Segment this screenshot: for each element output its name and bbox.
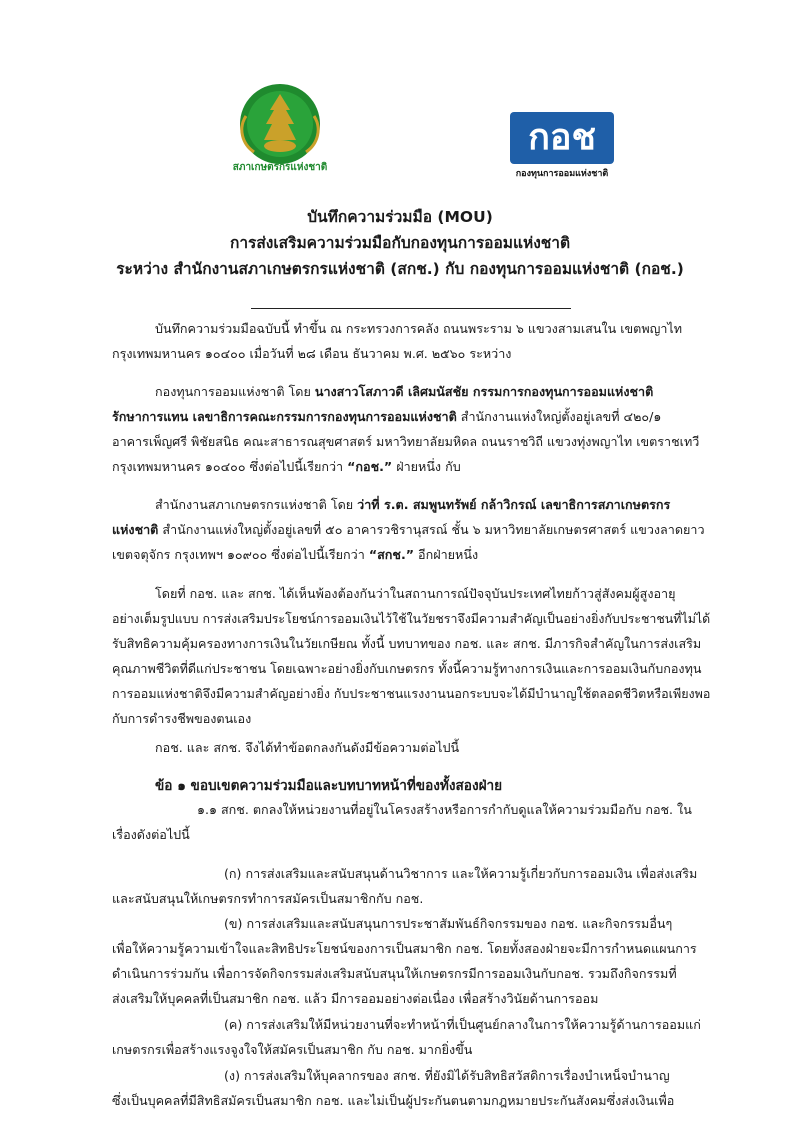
party1-line-1 [155,380,653,405]
whereas-line-1: โดยที่ กอช. และ สกช. ได้เห็นพ้องต้องกันว่าในสถานการณ์ปัจจุบันประเทศไทยก้าวสู่สังคมผู้สูงอายุ [155,586,676,601]
party2-representative: ว่าที่ ร.ต. สมพูนทรัพย์ กล้าวิกรณ์ เลขาธิการสภาเกษตรกร [357,497,671,512]
clause-1-1-c-line-2: เกษตรกรเพื่อสร้างแรงจูงใจให้สมัครเป็นสมาชิก กับ กอช. มากยิ่งขึ้น [112,1042,473,1057]
party1-line-4a: กรุงเทพมหานคร ๑๐๔๐๐ ซึ่งต่อไปนี้เรียกว่า [112,459,348,474]
intro-line-1: บันทึกความร่วมมือฉบับนี้ ทำขึ้น ณ กระทรวงการคลัง ถนนพระราม ๖ แขวงสามเสนใน เขตพญาไท [155,321,683,336]
document-title-line-1: บันทึกความร่วมมือ (MOU) [307,208,493,226]
party2-line-2 [112,518,705,543]
clause-1-1-b-line-4: ส่งเสริมให้บุคคลที่เป็นสมาชิก กอช. แล้ว มีการออมอย่างต่อเนื่อง เพื่อสร้างวินัยด้านการออม [112,991,599,1006]
nsf-logo [506,112,618,182]
clause-1-1-b-line-2: เพื่อให้ความรู้ความเข้าใจและสิทธิประโยชน์ของการเป็นสมาชิก กอช. โดยทั้งสองฝ่ายจะมีการกำหนดแผนการ [112,941,697,956]
document-title-line-3: ระหว่าง สำนักงานสภาเกษตรกรแห่งชาติ (สกช.) กับ กองทุนการออมแห่งชาติ (กอช.) [116,260,684,278]
clause-1-1-d-line-2: ซึ่งเป็นบุคคลที่มีสิทธิสมัครเป็นสมาชิก กอช. และไม่เป็นผู้ประกันตนตามกฎหมายประกันสังคมซึ่งส่งเงินเพื่อ [112,1093,675,1108]
clause-1-1-line-2: เรื่องดังต่อไปนี้ [112,827,190,842]
whereas-line-3: รับสิทธิความคุ้มครองทางการเงินในวัยเกษียณ ทั้งนี้ บทบาทของ กอช. และ สกช. มีภารกิจสำคัญในการส่งเสริม [112,636,702,651]
clause-1-1-d-line-1: (ง) การส่งเสริมให้บุคลากรของ สกช. ที่ยังมิได้รับสิทธิสวัสดิการเรื่องบำเหน็จบำนาญ [224,1068,670,1083]
party1-role: รักษาการแทน เลขาธิการคณะกรรมการกองทุนการออมแห่งชาติ [112,409,457,424]
party1-line-4c: ฝ่ายหนึ่ง กับ [392,459,461,474]
clause-1-1-b-line-3: ดำเนินการร่วมกัน เพื่อการจัดกิจกรรมส่งเสริมสนับสนุนให้เกษตรกรมีการออมเงินกับกอช. รวมถึงกิจกรรมที่ [112,966,677,981]
party2-abbrev: “สกช.” [368,547,415,562]
clause-1-1-a-line-2: และสนับสนุนให้เกษตรกรทำการสมัครเป็นสมาชิกกับ กอช. [112,891,424,906]
nsf-logo-caption: กองทุนการออมแห่งชาติ [515,169,609,179]
whereas-line-7: กอช. และ สกช. จึงได้ทำข้อตกลงกันดังมีข้อความต่อไปนี้ [155,740,460,755]
party2-role: แห่งชาติ [112,522,159,537]
party1-line-2b: สำนักงานแห่งใหญ่ตั้งอยู่เลขที่ ๔๒๐/๑ [456,409,662,424]
party2-line-3 [112,543,478,568]
clause-1-1-line-1: ๑.๑ สกช. ตกลงให้หน่วยงานที่อยู่ในโครงสร้างหรือการกำกับดูแลให้ความร่วมมือกับ กอช. ใน [197,802,692,817]
whereas-line-4: คุณภาพชีวิตที่ดีแก่ประชาชน โดยเฉพาะอย่างยิ่งกับเกษตรกร ทั้งนี้ความรู้ทางการเงินและการออมเงินกับกองทุน [112,661,702,676]
whereas-line-6: กับการดำรงชีพของตนเอง [112,711,252,726]
clause-1-1-a-line-1: (ก) การส่งเสริมและสนับสนุนด้านวิชาการ และให้ความรู้เกี่ยวกับการออมเงิน เพื่อส่งเสริม [224,866,698,881]
document-title-line-2: การส่งเสริมความร่วมมือกับกองทุนการออมแห่งชาติ [229,234,571,252]
party1-line-1a: กองทุนการออมแห่งชาติ โดย [155,384,315,399]
party1-line-2 [112,405,661,430]
party2-line-3a: เขตจตุจักร กรุงเทพฯ ๑๐๙๐๐ ซึ่งต่อไปนี้เรียกว่า [112,547,369,562]
intro-line-2: กรุงเทพมหานคร ๑๐๔๐๐ เมื่อวันที่ ๒๘ เดือน ธันวาคม พ.ศ. ๒๕๖๐ ระหว่าง [112,346,512,361]
clause-1-heading: ข้อ ๑ ขอบเขตความร่วมมือและบทบาทหน้าที่ของทั้งสองฝ่าย [155,778,503,794]
farmers-council-logo-caption: สภาเกษตรกรแห่งชาติ [232,162,328,173]
party1-line-4 [112,455,461,480]
party2-line-1 [155,493,670,518]
party1-representative: นางสาวโสภาวดี เลิศมนัสชัย กรรมการกองทุนการออมแห่งชาติ [314,384,654,399]
party2-line-1a: สำนักงานสภาเกษตรกรแห่งชาติ โดย [155,497,358,512]
party1-line-3: อาคารเพ็ญศรี พิชัยสนิธ คณะสาธารณสุขศาสตร์ มหาวิทยาลัยมหิดล ถนนราชวิถี แขวงทุ่งพญาไท เขตราชเทวี [112,434,700,449]
party2-line-3c: อีกฝ่ายหนึ่ง [414,547,479,562]
party1-abbrev: “กอช.” [347,459,393,474]
clause-1-1-c-line-1: (ค) การส่งเสริมให้มีหน่วยงานที่จะทำหน้าที่เป็นศูนย์กลางในการให้ความรู้ด้านการออมแก่ [224,1017,701,1032]
whereas-line-5: การออมแห่งชาติจึงมีความสำคัญอย่างยิ่ง กับประชาชนแรงงานนอกระบบจะได้มีบำนาญใช้ตลอดชีวิตหรือเพียงพอ [112,686,711,701]
farmers-council-logo [224,80,336,176]
title-divider [251,308,571,309]
whereas-line-2: อย่างเต็มรูปแบบ การส่งเสริมประโยชน์การออมเงินไว้ใช้ในวัยชราจึงมีความสำคัญเป็นอย่างยิ่งกับประชาชนที่ไม่ได้ [112,611,711,626]
party2-line-2b: สำนักงานแห่งใหญ่ตั้งอยู่เลขที่ ๕๐ อาคารวชิรานุสรณ์ ชั้น ๖ มหาวิทยาลัยเกษตรศาสตร์ แขวงลาดยาว [158,522,705,537]
nsf-logo-letters: กอช [510,112,614,164]
clause-1-1-b-line-1: (ข) การส่งเสริมและสนับสนุนการประชาสัมพันธ์กิจกรรมของ กอช. และกิจกรรมอื่นๆ [224,916,673,931]
